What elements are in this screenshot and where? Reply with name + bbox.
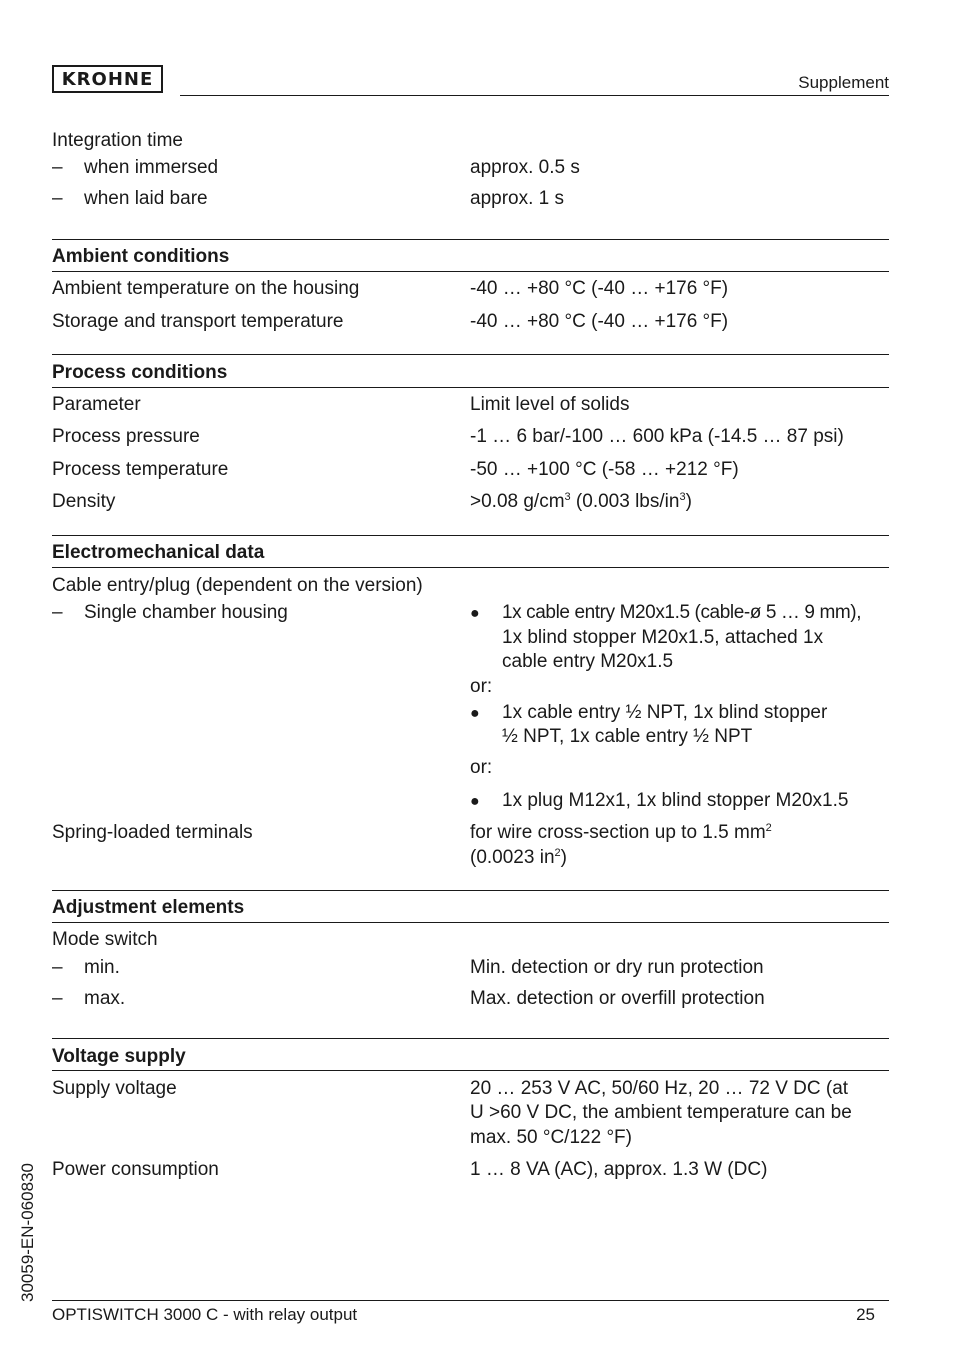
- section-rule: [52, 567, 889, 568]
- spec-label: max.: [84, 988, 126, 1009]
- spec-value: -40 … +80 °C (-40 … +176 °F): [470, 278, 729, 299]
- terminals-value: [470, 821, 772, 845]
- bullet-text: cable entry M20x1.5: [502, 651, 674, 672]
- spec-label: Mode switch: [52, 929, 158, 950]
- section-rule: [52, 922, 889, 923]
- spec-value: Max. detection or overfill protection: [470, 988, 765, 1009]
- bullet-text: ½ NPT, 1x cable entry ½ NPT: [502, 726, 753, 747]
- spec-value: Limit level of solids: [470, 394, 630, 415]
- bullet-icon: ●: [470, 793, 480, 810]
- value-part: >0.08 g/cm: [470, 491, 565, 512]
- bullet-icon: ●: [470, 705, 480, 722]
- terminals-value-line2: [470, 846, 567, 870]
- spec-label: min.: [84, 957, 120, 978]
- superscript: 3: [564, 491, 571, 503]
- dash-bullet: –: [52, 602, 63, 623]
- bullet-text: 1x blind stopper M20x1.5, attached 1x: [502, 627, 824, 648]
- section-heading-adjustment: Adjustment elements: [52, 897, 245, 918]
- section-rule: [52, 354, 889, 355]
- spec-label: Process pressure: [52, 426, 200, 447]
- spec-value: approx. 1 s: [470, 188, 564, 209]
- section-rule: [52, 890, 889, 891]
- spec-value: approx. 0.5 s: [470, 157, 580, 178]
- section-heading-ambient: Ambient conditions: [52, 246, 230, 267]
- spec-label: when immersed: [84, 157, 219, 178]
- section-rule: [52, 535, 889, 536]
- bullet-text: 1x cable entry ½ NPT, 1x blind stopper: [502, 702, 828, 723]
- or-text: or:: [470, 757, 493, 778]
- value-part: (0.0023 in: [470, 847, 555, 868]
- header-rule: [180, 95, 889, 96]
- section-rule: [52, 387, 889, 388]
- spec-label: Ambient temperature on the housing: [52, 278, 360, 299]
- spec-value: -1 … 6 bar/-100 … 600 kPa (-14.5 … 87 psi): [470, 426, 844, 447]
- section-rule: [52, 271, 889, 272]
- spec-value: 20 … 253 V AC, 50/60 Hz, 20 … 72 V DC (at: [470, 1078, 849, 1099]
- value-part: (0.003 lbs/in: [570, 491, 680, 512]
- value-part: for wire cross-section up to 1.5 mm: [470, 822, 766, 843]
- spec-value: 1 … 8 VA (AC), approx. 1.3 W (DC): [470, 1159, 768, 1180]
- document-id: 30059-EN-060830: [18, 1163, 37, 1302]
- section-heading-process: Process conditions: [52, 362, 228, 383]
- spec-value: -40 … +80 °C (-40 … +176 °F): [470, 311, 729, 332]
- section-rule: [52, 239, 889, 240]
- product-name: OPTISWITCH 3000 C - with relay output: [52, 1305, 358, 1324]
- krohne-logo: [52, 65, 163, 93]
- dash-bullet: –: [52, 988, 63, 1009]
- spec-label: Process temperature: [52, 459, 229, 480]
- logo-text: KROHNE: [61, 68, 154, 90]
- dash-bullet: –: [52, 157, 63, 178]
- or-text: or:: [470, 676, 493, 697]
- spec-value: Min. detection or dry run protection: [470, 957, 764, 978]
- spec-label: Single chamber housing: [84, 602, 288, 623]
- section-rule: [52, 1070, 889, 1071]
- density-value: [470, 490, 692, 514]
- value-part: ): [685, 491, 692, 512]
- section-rule: [52, 1038, 889, 1039]
- footer-rule: [52, 1300, 889, 1301]
- bullet-text: 1x plug M12x1, 1x blind stopper M20x1.5: [502, 790, 849, 811]
- spec-label: Spring-loaded terminals: [52, 822, 253, 843]
- spec-label: when laid bare: [84, 188, 208, 209]
- bullet-text: 1x cable entry M20x1.5 (cable-ø 5 … 9 mm),: [502, 602, 862, 623]
- spec-value: -50 … +100 °C (-58 … +212 °F): [470, 459, 739, 480]
- superscript: 2: [554, 847, 561, 859]
- spec-label: Storage and transport temperature: [52, 311, 344, 332]
- value-part: ): [560, 847, 567, 868]
- dash-bullet: –: [52, 957, 63, 978]
- spec-value: max. 50 °C/122 °F): [470, 1127, 632, 1148]
- superscript: 3: [679, 491, 686, 503]
- integration-title: Integration time: [52, 130, 183, 151]
- spec-label: Supply voltage: [52, 1078, 177, 1099]
- spec-label: Cable entry/plug (dependent on the version): [52, 575, 423, 596]
- bullet-icon: ●: [470, 605, 480, 622]
- section-heading-voltage: Voltage supply: [52, 1046, 186, 1067]
- spec-label: Parameter: [52, 394, 141, 415]
- section-heading-electromechanical: Electromechanical data: [52, 542, 265, 563]
- superscript: 2: [765, 822, 772, 834]
- dash-bullet: –: [52, 188, 63, 209]
- section-title: Supplement: [798, 73, 889, 92]
- page-number: 25: [856, 1305, 875, 1324]
- spec-label: Power consumption: [52, 1159, 219, 1180]
- spec-label: Density: [52, 491, 116, 512]
- spec-value: U >60 V DC, the ambient temperature can be: [470, 1102, 852, 1123]
